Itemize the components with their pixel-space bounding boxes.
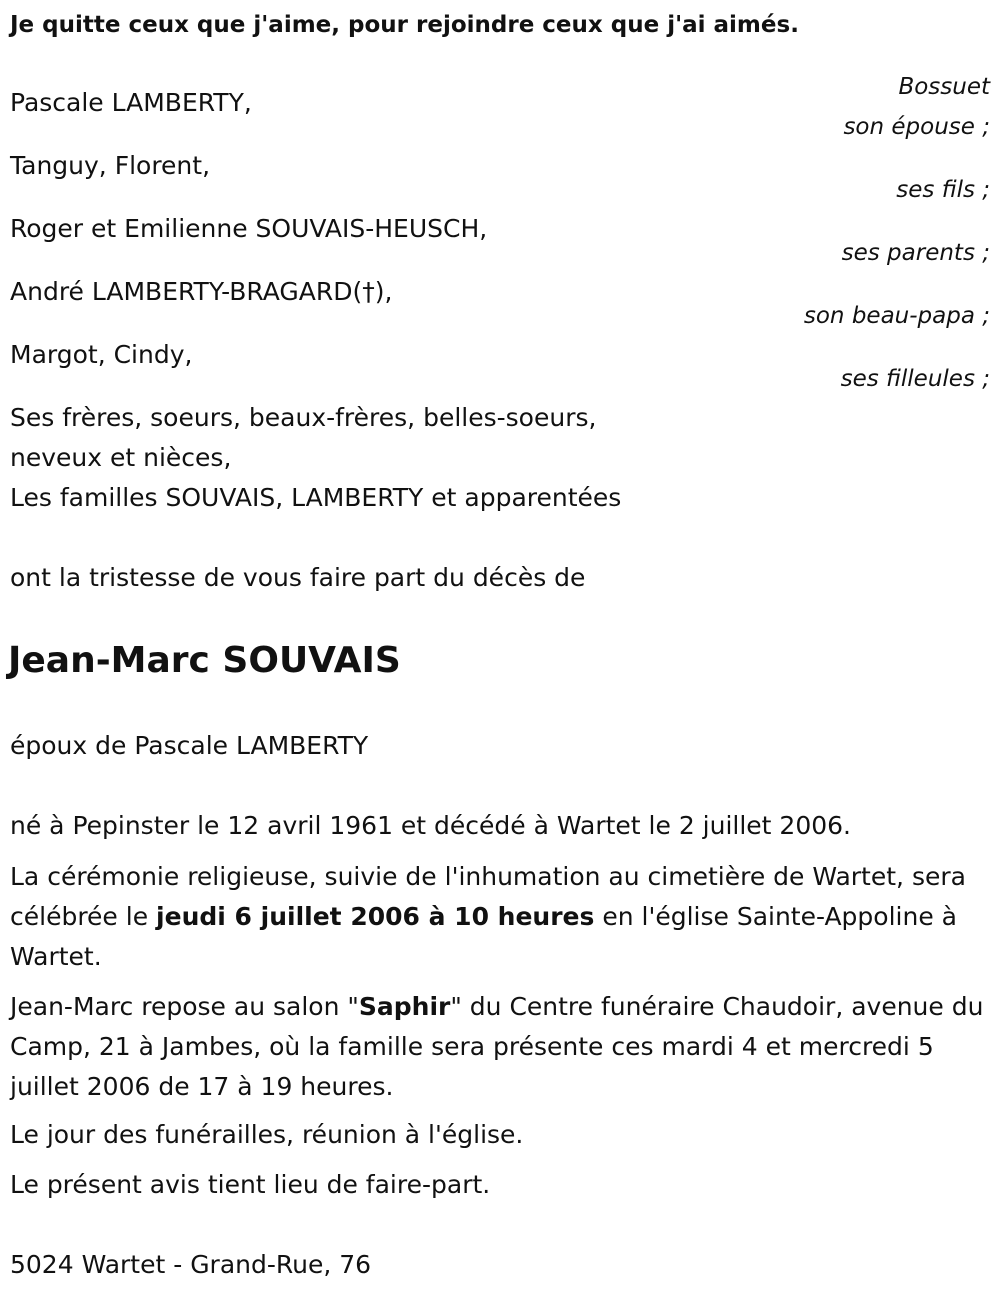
extended-family-line: Ses frères, soeurs, beaux-frères, belles-soeurs, [10, 403, 597, 432]
extended-family-line: neveux et nièces, [10, 443, 232, 472]
relative-names: Tanguy, Florent, [10, 151, 211, 180]
ceremony-date: jeudi 6 juillet 2006 à 10 heures [156, 902, 595, 931]
relative-role: son beau-papa ; [803, 303, 990, 329]
relative-role: ses fils ; [896, 177, 990, 203]
relative-names: Pascale LAMBERTY, [10, 88, 252, 117]
opening-quote: Je quitte ceux que j'aime, pour rejoindre ceux que j'ai aimés. [10, 12, 799, 38]
extended-family-line: Les familles SOUVAIS, LAMBERTY et apparentées [10, 483, 622, 512]
repose-details: " du Centre funéraire Chaudoir, avenue du Camp, 21 à Jambes, où la famille sera présente ces mardi 4 et mercredi 5 juillet 2006 de 17 à 19 heures. [10, 992, 984, 1101]
spouse-line: époux de Pascale LAMBERTY [10, 731, 369, 760]
family-address: 5024 Wartet - Grand-Rue, 76 [10, 1250, 372, 1279]
relative-role: son épouse ; [843, 114, 990, 140]
funeral-meeting-line: Le jour des funérailles, réunion à l'église. [10, 1120, 524, 1149]
ceremony-text: La cérémonie religieuse, suivie de l'inhumation au cimetière de Wartet, sera célébrée le [10, 862, 966, 931]
announcement-line: ont la tristesse de vous faire part du décès de [10, 563, 586, 592]
relative-names: Margot, Cindy, [10, 340, 193, 369]
relative-role: ses filleules ; [840, 366, 990, 392]
birth-death-line: né à Pepinster le 12 avril 1961 et décédé à Wartet le 2 juillet 2006. [10, 811, 852, 840]
ceremony-paragraph [10, 857, 995, 977]
notice-line: Le présent avis tient lieu de faire-part. [10, 1170, 491, 1199]
quote-author: Bossuet [898, 74, 990, 100]
deceased-name: Jean-Marc SOUVAIS [8, 640, 401, 681]
relative-names: André LAMBERTY-BRAGARD(†), [10, 277, 393, 306]
relative-names: Roger et Emilienne SOUVAIS-HEUSCH, [10, 214, 488, 243]
repose-paragraph [10, 987, 995, 1107]
salon-name: Saphir [358, 992, 451, 1021]
repose-text: Jean-Marc repose au salon " [10, 992, 359, 1021]
relative-role: ses parents ; [841, 240, 990, 266]
ceremony-location: en l'église Sainte-Appoline à Wartet. [10, 902, 957, 971]
